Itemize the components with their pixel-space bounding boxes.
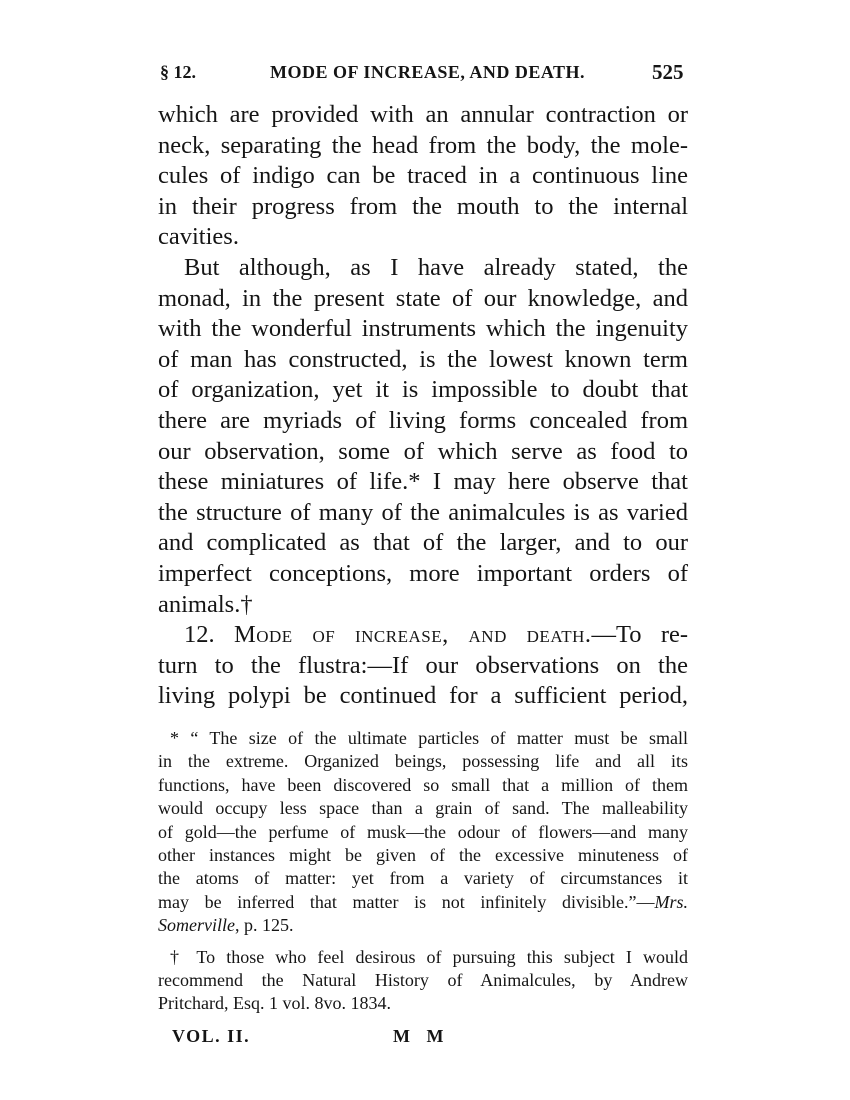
text-fragment: may be inferred that matter is not infinitely divisible.”— <box>158 891 655 912</box>
footnotes <box>158 727 688 1016</box>
footnote-line: recommend the Natural History of Animalcules, by Andrew <box>158 969 688 990</box>
paragraph-section-12 <box>158 620 688 712</box>
citation-page: , p. 125. <box>234 915 294 936</box>
citation-author: Somerville <box>158 915 235 936</box>
footnote-line: of gold—the perfume of musk—the odour of flowers—and many <box>158 821 688 842</box>
section-heading-line <box>158 620 688 651</box>
text-line: there are myriads of living forms concealed from <box>158 406 688 434</box>
text-line: monad, in the present state of our knowledge, and <box>158 284 688 312</box>
text-line: living polypi be continued for a sufficient period, <box>158 682 688 710</box>
text-fragment: —To re- <box>591 621 689 649</box>
footnote-line <box>158 914 688 937</box>
footnote-line: the atoms of matter: yet from a variety of circumstances it <box>158 868 688 889</box>
footnote-line: in the extreme. Organized beings, possessing life and all its <box>158 751 688 772</box>
footnote-line: other instances might be given of the excessive minuteness of <box>158 844 688 865</box>
text-line: with the wonderful instruments which the ingenuity <box>158 315 688 343</box>
section-heading: Mode of increase, and death. <box>233 621 592 649</box>
footnote-star <box>158 727 688 938</box>
text-line: turn to the flustra:—If our observations on the <box>158 651 688 679</box>
text-line: neck, separating the head from the body, the mole- <box>158 131 688 159</box>
footnote-line: * “ The size of the ultimate particles of matter must be small <box>170 728 688 748</box>
footnote-line: functions, have been discovered so small that a million of them <box>158 774 688 795</box>
main-text <box>158 100 688 712</box>
page-number: 525 <box>652 60 684 84</box>
text-line: these miniatures of life.* I may here observe that <box>158 468 688 496</box>
running-head <box>0 62 850 86</box>
printer-signature <box>0 1026 850 1048</box>
text-line: imperfect conceptions, more important orders of <box>158 559 688 587</box>
footnote-line: would occupy less space than a grain of sand. The malleability <box>158 798 688 819</box>
text-line: cavities. <box>158 223 239 251</box>
text-line: But although, as I have already stated, the <box>184 253 688 281</box>
citation-author: Mrs. <box>654 891 688 912</box>
text-line: of man has constructed, is the lowest known term <box>158 345 688 373</box>
section-heading-number: 12. <box>184 621 215 649</box>
footnote-line <box>158 891 688 914</box>
running-title: MODE OF INCREASE, AND DEATH. <box>270 62 586 82</box>
text-line: our observation, some of which serve as food to <box>158 437 688 465</box>
text-line: the structure of many of the animalcules is as varied <box>158 498 688 526</box>
footnote-line: Pritchard, Esq. 1 vol. 8vo. 1834. <box>158 993 391 1014</box>
volume-label: VOL. II. <box>172 1026 251 1046</box>
paragraph-monad <box>158 253 688 620</box>
text-line: which are provided with an annular contraction or <box>158 101 688 128</box>
footnote-dagger <box>158 946 688 1016</box>
text-line: of organization, yet it is impossible to doubt that <box>158 376 688 404</box>
text-line: and complicated as that of the larger, and to our <box>158 529 688 557</box>
paragraph-continued <box>158 100 688 253</box>
footnote-line: † To those who feel desirous of pursuing this subject I would <box>170 946 688 967</box>
section-number: § 12. <box>160 62 196 82</box>
signature-mark: M M <box>393 1026 450 1046</box>
text-line: in their progress from the mouth to the internal <box>158 192 688 220</box>
text-line: animals.† <box>158 590 253 618</box>
text-line: cules of indigo can be traced in a continuous line <box>158 162 688 190</box>
